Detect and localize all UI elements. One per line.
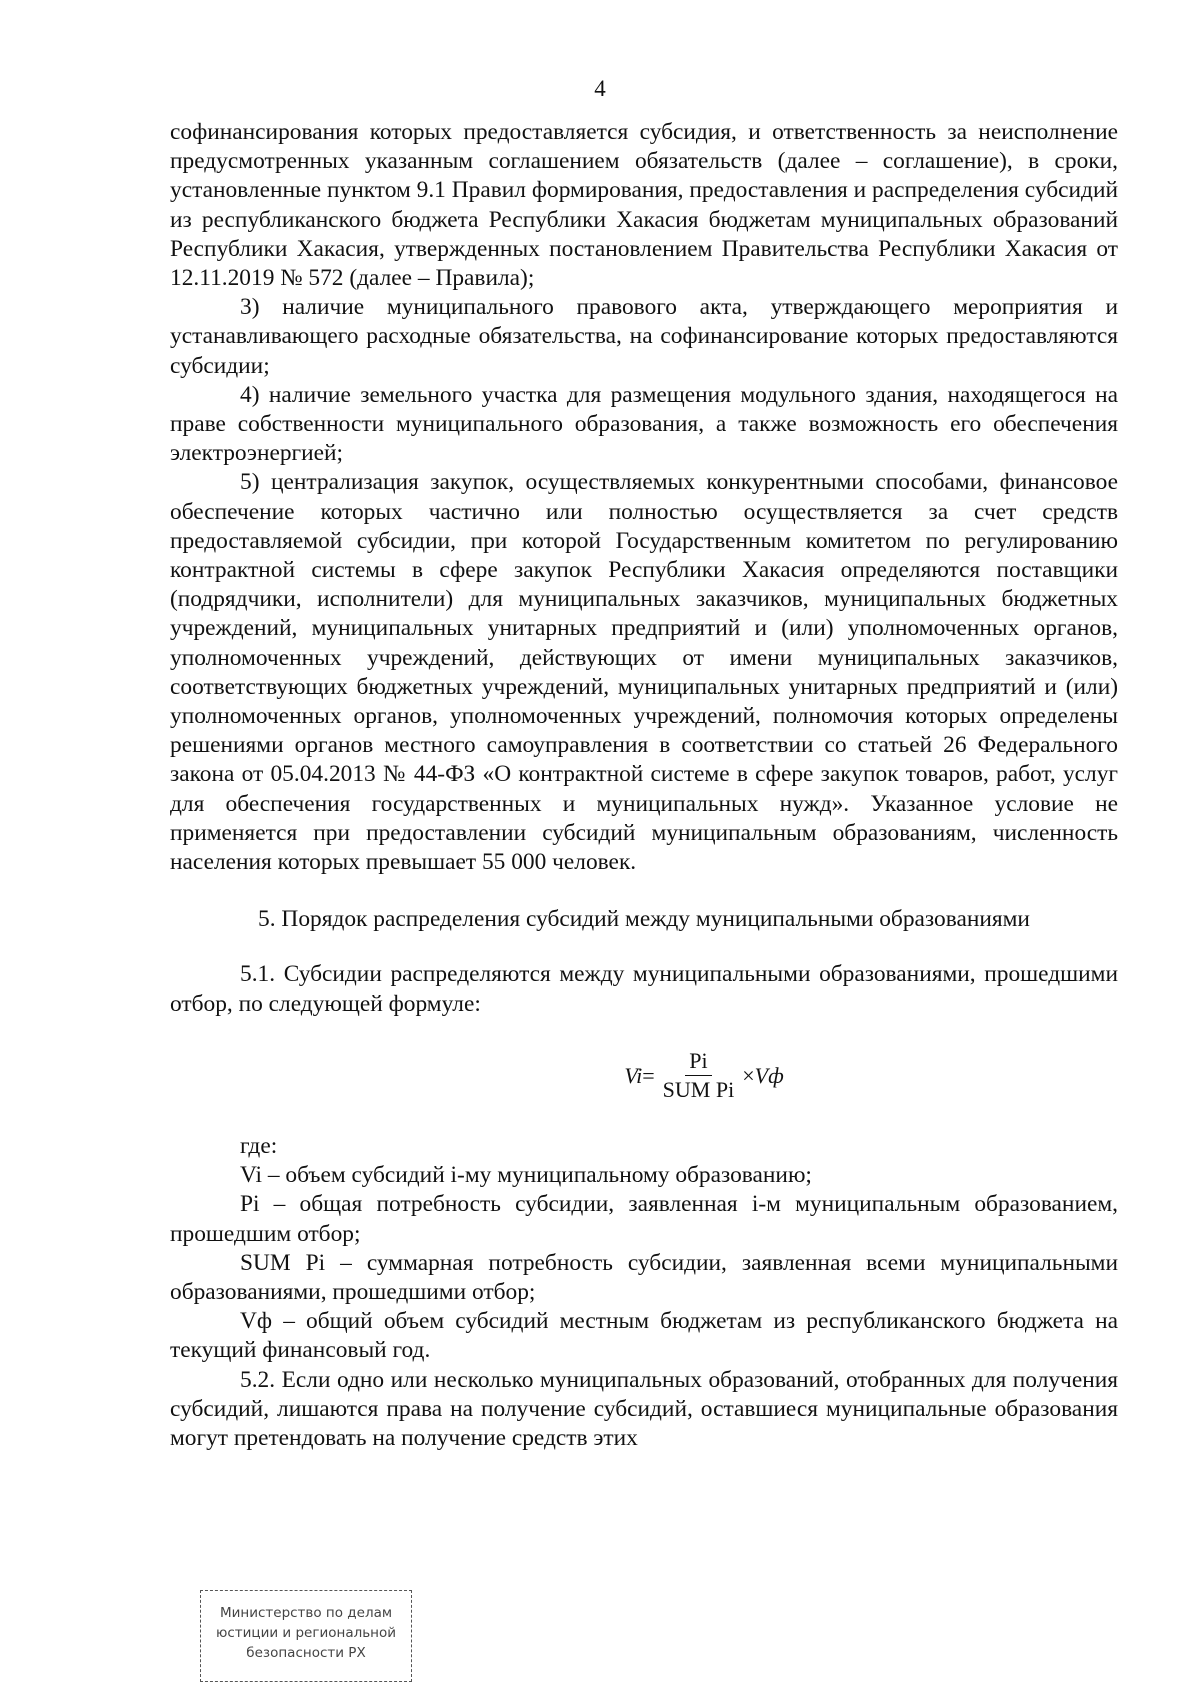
stamp-line: юстиции и региональной (215, 1625, 397, 1641)
ministry-stamp (200, 1590, 412, 1682)
formula-lhs: Vi (624, 1062, 643, 1088)
formula-rhs: Vф (754, 1062, 784, 1088)
formula-denominator: SUM Pi (662, 1076, 735, 1102)
paragraph-continuation: софинансирования которых предоставляется субсидия, и ответственность за неисполнение предусмотренных указанным соглашением обязательств (далее – соглашение), в сроки, установленные пунктом 9.1 Правил формирования, предоставления и распределения субсидий из республиканского бюджета Республики Хакасия бюджетам муниципальных образований Республики Хакасия, утвержденных постановлением Правительства Республики Хакасия от 12.11.2019 № 572 (далее – Правила); (170, 119, 1118, 292)
stamp-line: безопасности РХ (246, 1645, 366, 1661)
definition-sum-pi: SUM Pi – суммарная потребность субсидии, заявленная всеми муниципальными образованиями, прошедшими отбор; (170, 1249, 1118, 1305)
stamp-line: Министерство по делам (219, 1605, 393, 1621)
where-label: где: (240, 1132, 278, 1159)
distribution-formula (170, 1049, 1118, 1102)
paragraph-5-1: 5.1. Субсидии распределяются между муниципальными образованиями, прошедшими отбор, по следующей формуле: (170, 961, 1118, 1017)
definition-pi: Pi – общая потребность субсидии, заявленная i-м муниципальным образованием, прошедшим отбор; (170, 1191, 1118, 1247)
formula-times: × (742, 1062, 755, 1088)
formula-fraction (659, 1049, 739, 1102)
paragraph-item-5: 5) централизация закупок, осуществляемых конкурентными способами, финансовое обеспечение которых частично или полностью осуществляется за счет средств предоставляемой субсидии, при которой Государственным комитетом по регулированию контрактной системы в сфере закупок Республики Хакасия определяются поставщики (подрядчики, исполнители) для муниципальных заказчиков, муниципальных бюджетных учреждений, муниципальных унитарных предприятий и (или) уполномоченных органов, уполномоченных учреждений, действующих от имени муниципальных заказчиков, соответствующих бюджетных учреждений, муниципальных унитарных предприятий и (или) уполномоченных органов, уполномоченных учреждений, полномочия которых определены решениями органов местного самоуправления в соответствии со статьей 26 Федерального закона от 05.04.2013 № 44-ФЗ «О контрактной системе в сфере закупок товаров, работ, услуг для обеспечения государственных и муниципальных нужд». Указанное условие не применяется при предоставлении субсидий муниципальным образованиям, численность населения которых превышает 55 000 человек. (170, 469, 1118, 876)
page-number: 4 (594, 76, 606, 101)
document-body (170, 118, 1118, 1453)
formula-equals: = (642, 1062, 655, 1088)
section-heading: 5. Порядок распределения субсидий между муниципальными образованиями (258, 906, 1030, 933)
paragraph-5-2: 5.2. Если одно или несколько муниципальных образований, отобранных для получения субсидий, лишаются права на получение субсидий, оставшиеся муниципальные образования могут претендовать на получение средств этих (170, 1366, 1118, 1451)
definition-vf: Vф – общий объем субсидий местным бюджетам из республиканского бюджета на текущий финансовый год. (170, 1308, 1118, 1364)
formula-numerator: Pi (685, 1049, 711, 1076)
paragraph-item-3: 3) наличие муниципального правового акта, утверждающего мероприятия и устанавливающего расходные обязательства, на софинансирование которых предоставляются субсидии; (170, 294, 1118, 379)
paragraph-item-4: 4) наличие земельного участка для размещения модульного здания, находящегося на праве собственности муниципального образования, а также возможность его обеспечения электроэнергией; (170, 381, 1118, 467)
definition-vi: Vi – объем субсидий i-му муниципальному образованию; (240, 1162, 812, 1189)
